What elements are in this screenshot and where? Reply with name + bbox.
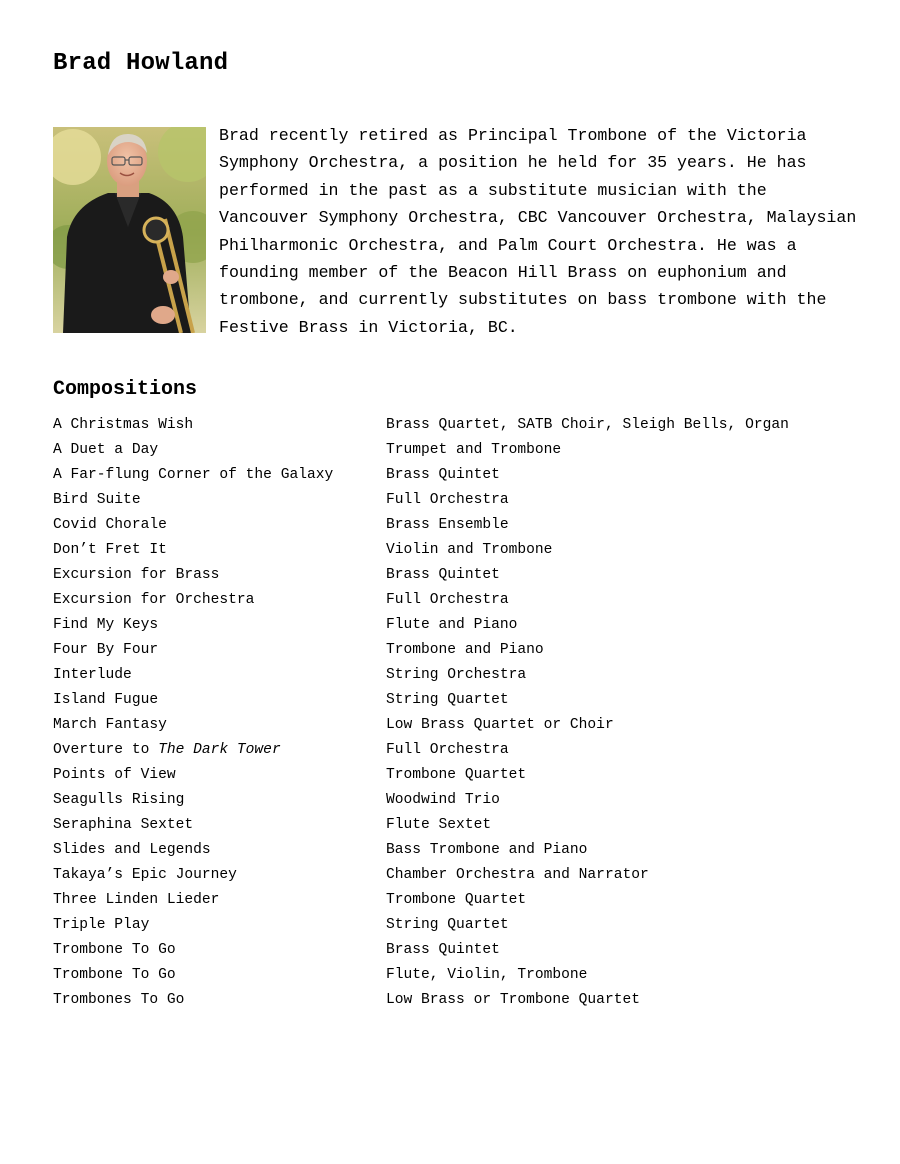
composition-instrumentation: String Quartet [386,692,509,708]
composition-title-text: Slides and Legends [53,842,211,858]
composition-row [53,663,853,688]
composition-row [53,938,853,963]
composition-title-text: Trombone To Go [53,967,176,983]
composition-title [53,913,386,938]
composition-instrumentation: Brass Quartet, SATB Choir, Sleigh Bells, Organ [386,417,789,433]
composition-title [53,788,386,813]
biography-text: Brad recently retired as Principal Trombone of the Victoria Symphony Orchestra, a position he held for 35 years. He has performed in the past as a substitute musician with the Vancouver Symphony Orchestra, CBC Vancouver Orchestra, Malaysian Philharmonic Orchestra, and Palm Court Orchestra. He was a founding member of the Beacon Hill Brass on euphonium and trombone, and currently substitutes on bass trombone with the Festive Brass in Victoria, BC. [219,126,857,337]
composition-row [53,713,853,738]
composition-row [53,413,853,438]
composition-title-text: Excursion for Orchestra [53,592,255,608]
composition-title-text: Island Fugue [53,692,159,708]
composition-title [53,738,386,763]
composition-row [53,813,853,838]
composition-row [53,638,853,663]
composition-row [53,538,853,563]
portrait-photo [53,127,206,333]
composition-title [53,413,386,438]
composition-title-text: Don’t Fret It [53,542,167,558]
composition-instrumentation: Trombone Quartet [386,767,527,783]
composition-row [53,888,853,913]
composition-instrumentation: Trombone and Piano [386,642,544,658]
composition-title [53,963,386,988]
composition-instrumentation: Flute Sextet [386,817,492,833]
composition-title-text: A Christmas Wish [53,417,194,433]
composition-title-italic: The Dark Tower [158,742,281,758]
composition-row [53,438,853,463]
composition-title-text: Triple Play [53,917,150,933]
composition-title [53,763,386,788]
composition-title-text: Interlude [53,667,132,683]
composition-row [53,913,853,938]
composition-row [53,963,853,988]
composition-title-text: Points of View [53,767,176,783]
page-title: Brad Howland [53,50,229,77]
composition-title [53,513,386,538]
composition-instrumentation: Bass Trombone and Piano [386,842,588,858]
composition-row [53,738,853,763]
composition-row [53,488,853,513]
composition-title [53,463,386,488]
composition-instrumentation: Violin and Trombone [386,542,553,558]
composition-instrumentation: Trumpet and Trombone [386,442,562,458]
composition-instrumentation: Full Orchestra [386,592,509,608]
composition-row [53,588,853,613]
composition-instrumentation: Full Orchestra [386,492,509,508]
composition-title [53,863,386,888]
composition-row [53,863,853,888]
compositions-list [53,413,853,1013]
composition-title-text: Overture to [53,742,159,758]
composition-instrumentation: Low Brass or Trombone Quartet [386,992,640,1008]
composition-title [53,838,386,863]
composition-title-text: Three Linden Lieder [53,892,220,908]
composition-title [53,813,386,838]
composition-instrumentation: Brass Quintet [386,942,500,958]
composition-instrumentation: Brass Quintet [386,567,500,583]
composition-row [53,688,853,713]
composition-title-text: March Fantasy [53,717,167,733]
composition-title-text: Bird Suite [53,492,141,508]
composition-title [53,438,386,463]
composition-row [53,613,853,638]
composition-title-text: Trombone To Go [53,942,176,958]
composition-title [53,938,386,963]
composition-instrumentation: Brass Quintet [386,467,500,483]
composition-title [53,538,386,563]
composition-row [53,563,853,588]
composition-instrumentation: Full Orchestra [386,742,509,758]
composition-title-text: Excursion for Brass [53,567,220,583]
composition-title-text: Seraphina Sextet [53,817,194,833]
composition-title [53,613,386,638]
composition-instrumentation: Flute and Piano [386,617,518,633]
composition-row [53,988,853,1013]
composition-instrumentation: Trombone Quartet [386,892,527,908]
composition-instrumentation: Flute, Violin, Trombone [386,967,588,983]
composition-instrumentation: String Quartet [386,917,509,933]
composition-row [53,788,853,813]
composition-title-text: Find My Keys [53,617,159,633]
composition-title [53,663,386,688]
composition-instrumentation: Woodwind Trio [386,792,500,808]
composition-row [53,513,853,538]
composition-title [53,638,386,663]
composition-instrumentation: String Orchestra [386,667,527,683]
composition-title [53,713,386,738]
composition-title-text: Takaya’s Epic Journey [53,867,237,883]
composition-instrumentation: Low Brass Quartet or Choir [386,717,614,733]
composition-title [53,488,386,513]
composition-title [53,988,386,1013]
composition-title [53,563,386,588]
composition-title-text: A Far-flung Corner of the Galaxy [53,467,334,483]
composition-title [53,888,386,913]
composition-row [53,463,853,488]
composition-title-text: Seagulls Rising [53,792,185,808]
composition-title-text: A Duet a Day [53,442,159,458]
composition-instrumentation: Brass Ensemble [386,517,509,533]
composition-instrumentation: Chamber Orchestra and Narrator [386,867,649,883]
composition-title-text: Four By Four [53,642,159,658]
composition-title [53,588,386,613]
composition-title [53,688,386,713]
compositions-heading: Compositions [53,378,198,401]
composition-row [53,763,853,788]
composition-title-text: Trombones To Go [53,992,185,1008]
composition-row [53,838,853,863]
composition-title-text: Covid Chorale [53,517,167,533]
